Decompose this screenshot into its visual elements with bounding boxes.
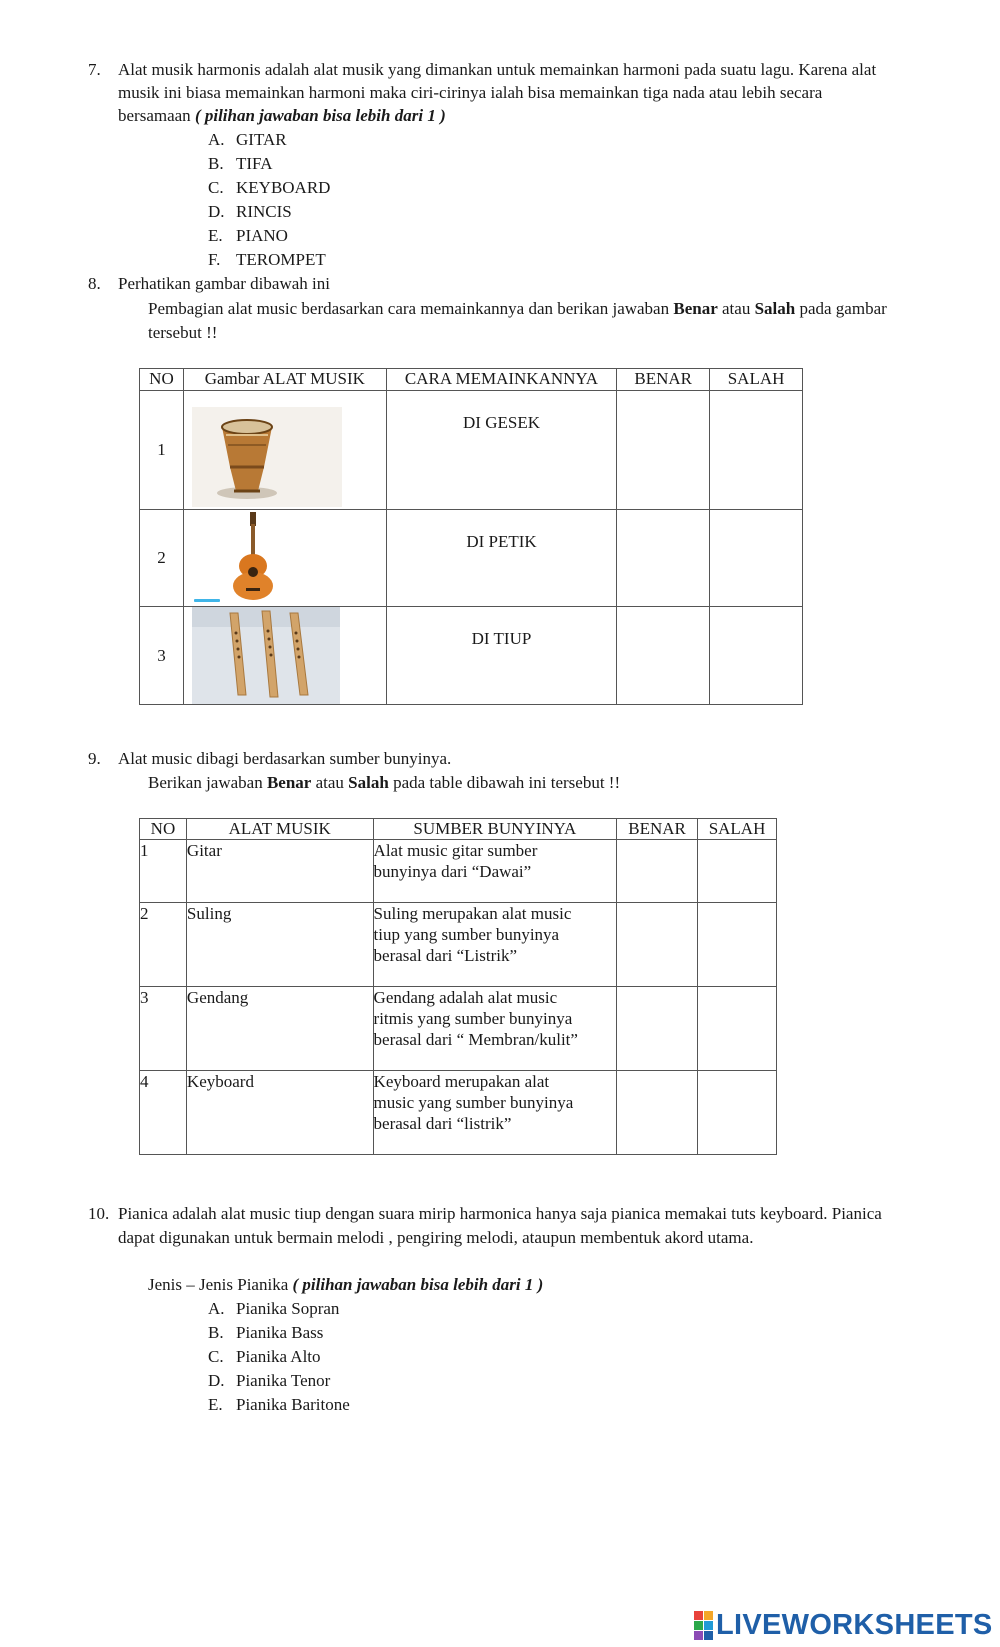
q10-option-c[interactable] [208,1345,321,1368]
benar-cell[interactable] [617,987,698,1071]
row-source [373,987,617,1071]
salah-cell[interactable] [698,840,777,903]
table-row [140,840,777,903]
method-text: DI GESEK [463,413,540,432]
row-no: 4 [140,1071,187,1155]
q7-option-c[interactable] [208,176,330,199]
option-letter: C. [208,178,224,197]
header-benar: BENAR [617,369,710,391]
header-alat: ALAT MUSIK [186,819,373,840]
q9-instruction [148,771,620,794]
q9-table-header [140,819,777,840]
method-text: DI TIUP [471,629,532,648]
option-text: Pianika Sopran [236,1299,340,1318]
table-row [140,1071,777,1155]
q10-subheading-line [148,1273,543,1296]
q7-option-b[interactable] [208,152,273,175]
row-instrument: Gendang [186,987,373,1071]
source-line: Keyboard merupakan alat [373,1072,550,1091]
q9-salah-word: Salah [348,773,389,792]
drum-icon [192,407,342,507]
q10-option-e[interactable] [208,1393,350,1416]
q8-instruction-part1: Pembagian alat music berdasarkan cara memainkannya dan berikan jawaban [148,299,670,318]
option-text: TIFA [236,154,273,173]
row-source [373,840,617,903]
source-line: Gendang adalah alat music [373,988,558,1007]
row-source [373,1071,617,1155]
q7-text-line2: musik ini biasa memainkan harmoni maka ciri-cirinya ialah bisa memainkan tiga nada atau lebih secara [118,83,823,102]
row-instrument: Suling [186,903,373,987]
q10-option-b[interactable] [208,1321,323,1344]
salah-cell[interactable] [710,391,803,510]
q8-benar-word: Benar [673,299,718,318]
header-salah: SALAH [698,819,777,840]
row-no: 3 [140,607,184,705]
guitar-icon [192,510,332,606]
source-line: Alat music gitar sumber [373,841,538,860]
option-text: Pianika Bass [236,1323,324,1342]
option-text: TEROMPET [236,250,326,269]
salah-cell[interactable] [698,987,777,1071]
header-sumber: SUMBER BUNYINYA [373,819,617,840]
q9-instruction-part1: Berikan jawaban [148,773,263,792]
option-letter: E. [208,226,223,245]
q9-text: Alat music dibagi berdasarkan sumber bunyinya. [118,749,452,768]
option-text: KEYBOARD [236,178,331,197]
table-row [140,510,803,607]
logo-square [704,1621,713,1630]
q10-option-a[interactable] [208,1297,339,1320]
row-no: 2 [140,510,184,607]
row-instrument: Keyboard [186,1071,373,1155]
table-row [140,607,803,705]
q7-number: 7. [88,60,101,79]
header-no: NO [140,369,184,391]
option-letter: F. [208,250,221,269]
option-letter: A. [208,130,225,149]
source-line: berasal dari “ Membran/kulit” [373,1030,578,1049]
q8-table-header [140,369,803,391]
option-letter: B. [208,1323,224,1342]
drum-image-cell [183,391,386,510]
q10-option-d[interactable] [208,1369,330,1392]
header-no: NO [140,819,187,840]
option-letter: C. [208,1347,224,1366]
q8-salah-word: Salah [754,299,796,318]
q9-atau-word: atau [315,773,344,792]
q7-text-line3 [118,104,446,127]
q10-note: ( pilihan jawaban bisa lebih dari 1 ) [292,1275,544,1294]
logo-mark-icon [694,1611,713,1640]
guitar-image-cell [183,510,386,607]
q8-instruction-part2: pada gambar [799,299,887,318]
q7-option-a[interactable] [208,128,287,151]
option-text: GITAR [236,130,287,149]
source-line: bunyinya dari “Dawai” [373,862,532,881]
option-letter: A. [208,1299,225,1318]
q7-option-f[interactable] [208,248,326,271]
q10-text-line2: dapat digunakan untuk bermain melodi , pengiring melodi, ataupun membentuk akord utama. [118,1228,754,1247]
q8-number: 8. [88,274,101,293]
logo-square [694,1621,703,1630]
option-letter: D. [208,202,225,221]
logo-square [704,1611,713,1620]
header-salah: SALAH [710,369,803,391]
header-cara: CARA MEMAINKANNYA [386,369,617,391]
row-no: 3 [140,987,187,1071]
logo-square [694,1631,703,1640]
table-row [140,391,803,510]
option-letter: E. [208,1395,223,1414]
liveworksheets-logo[interactable] [694,1608,993,1642]
option-text: RINCIS [236,202,292,221]
source-line: berasal dari “Listrik” [373,946,518,965]
q8-table [139,368,803,705]
option-letter: D. [208,1371,225,1390]
q10-subheading: Jenis – Jenis Pianika [148,1275,289,1294]
logo-square [694,1611,703,1620]
q7-option-e[interactable] [208,224,288,247]
source-line: Suling merupakan alat music [373,904,572,923]
table-row [140,987,777,1071]
row-no: 2 [140,903,187,987]
q9-benar-word: Benar [266,773,312,792]
method-text: DI PETIK [466,532,537,551]
benar-cell[interactable] [617,391,710,510]
row-method [386,391,617,510]
q9-instruction-part2: pada table dibawah ini tersebut !! [393,773,621,792]
option-letter: B. [208,154,224,173]
q7-text-line1: Alat musik harmonis adalah alat musik yang dimankan untuk memainkan harmoni pada suatu lagu. Karena alat [118,60,877,79]
q10-text-line1: Pianica adalah alat music tiup dengan suara mirip harmonica hanya saja pianica memakai tuts keyboard. Pianica [118,1204,882,1223]
benar-cell[interactable] [617,903,698,987]
q9-number: 9. [88,749,101,768]
row-no: 1 [140,840,187,903]
option-text: Pianika Alto [236,1347,321,1366]
salah-cell[interactable] [710,607,803,705]
benar-cell[interactable] [617,510,710,607]
q8-atau-word: atau [722,299,751,318]
row-instrument: Gitar [186,840,373,903]
benar-cell[interactable] [617,1071,698,1155]
flute-icon [192,607,340,704]
benar-cell[interactable] [617,607,710,705]
header-gambar: Gambar ALAT MUSIK [183,369,386,391]
row-method [386,510,617,607]
q8-instruction-line1 [148,297,887,320]
q10-number: 10. [88,1204,110,1223]
option-text: PIANO [236,226,288,245]
q7-option-d[interactable] [208,200,292,223]
salah-cell[interactable] [710,510,803,607]
header-benar: BENAR [617,819,698,840]
salah-cell[interactable] [698,903,777,987]
benar-cell[interactable] [617,840,698,903]
row-source [373,903,617,987]
source-line: tiup yang sumber bunyinya [373,925,560,944]
logo-text: LIVEWORKSHEETS [716,1608,993,1641]
logo-square [704,1631,713,1640]
table-row [140,903,777,987]
source-line: music yang sumber bunyinya [373,1093,574,1112]
salah-cell[interactable] [698,1071,777,1155]
row-no: 1 [140,391,184,510]
q7-note: ( pilihan jawaban bisa lebih dari 1 ) [194,106,446,125]
q8-instruction-line2: tersebut !! [148,323,218,342]
q7-text-line3-start: bersamaan [118,106,191,125]
option-text: Pianika Baritone [236,1395,350,1414]
row-method [386,607,617,705]
flute-image-cell [183,607,386,705]
option-text: Pianika Tenor [236,1371,331,1390]
q9-table [139,818,777,1155]
source-line: berasal dari “listrik” [373,1114,512,1133]
source-line: ritmis yang sumber bunyinya [373,1009,573,1028]
q8-text: Perhatikan gambar dibawah ini [118,274,330,293]
